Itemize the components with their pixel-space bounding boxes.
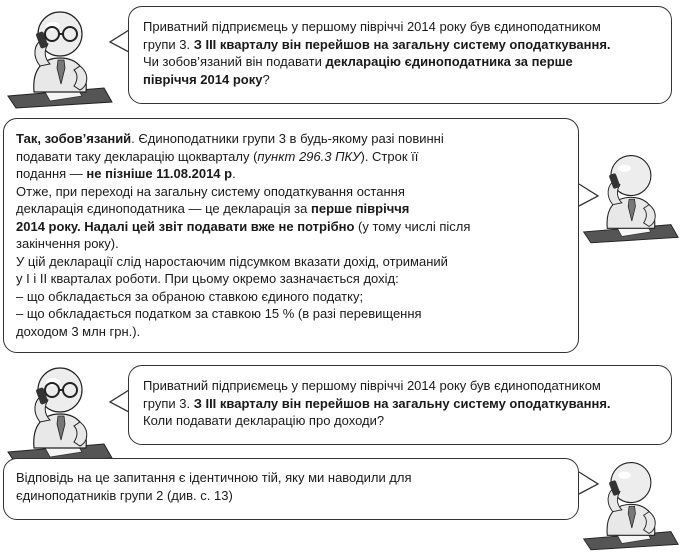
- answer-line: подання — не пізніше 11.08.2014 р.: [16, 166, 236, 181]
- question-bubble-1: [128, 6, 672, 104]
- answer-line: подавати таку декларацію щокварталу (пункт 296.3 ПКУ). Строк її: [16, 148, 419, 164]
- answer-line: Отже, при переході на загальну систему оподаткування остання: [16, 183, 405, 199]
- answer-line: у І і ІІ кварталах роботи. При цьому окремо зазначається дохід:: [16, 271, 399, 286]
- answer-line: доходом 3 млн грн.).: [16, 323, 141, 339]
- question-line: Коли подавати декларацію про доходи?: [143, 413, 385, 428]
- question-line: Приватний підприємець у першому півріччі 2014 року був єдиноподатником: [143, 378, 601, 393]
- answer-line: – що обкладається податком за ставкою 15 % (в разі перевищення: [16, 306, 422, 321]
- question-bubble-2: [128, 365, 672, 445]
- answer-line: Відповідь на це запитання є ідентичною тій, яку ми наводили для: [16, 470, 412, 485]
- answer-line: закінчення року).: [16, 236, 119, 251]
- question-line: групи 3. З ІІІ кварталу він перейшов на загальну систему оподаткування.: [143, 395, 611, 411]
- answer-line: 2014 року. Надалі цей звіт подавати вже не потрібно (у тому числі після: [16, 218, 471, 234]
- answer-line: У цій декларації слід наростаючим підсумком вказати дохід, отриманий: [16, 253, 448, 269]
- answer-line: декларація єдиноподатника — це декларація за перше півріччя: [16, 201, 410, 216]
- bubble-tail: [576, 182, 600, 212]
- answer-line: Так, зобов’язаний. Єдиноподатники групи 3 в будь-якому разі повинні: [16, 131, 444, 146]
- person-with-glasses-icon: [4, 360, 114, 465]
- answer-line: єдиноподатників групи 2 (див. с. 13): [16, 487, 233, 503]
- question-line: Приватний підприємець у першому півріччі 2014 року був єдиноподатником: [143, 19, 601, 34]
- answer-bubble-1: [3, 118, 579, 353]
- answer-line: – що обкладається за обраною ставкою єдиного податку;: [16, 288, 364, 304]
- answer-bubble-2: [3, 458, 579, 520]
- bubble-tail: [576, 470, 600, 500]
- question-line: півріччя 2014 року?: [143, 71, 270, 87]
- question-line: Чи зобов’язаний він подавати декларацію єдиноподатника за перше: [143, 54, 573, 69]
- question-line: групи 3. З ІІІ кварталу він перейшов на загальну систему оподаткування.: [143, 36, 611, 52]
- person-with-glasses-icon: [4, 4, 114, 109]
